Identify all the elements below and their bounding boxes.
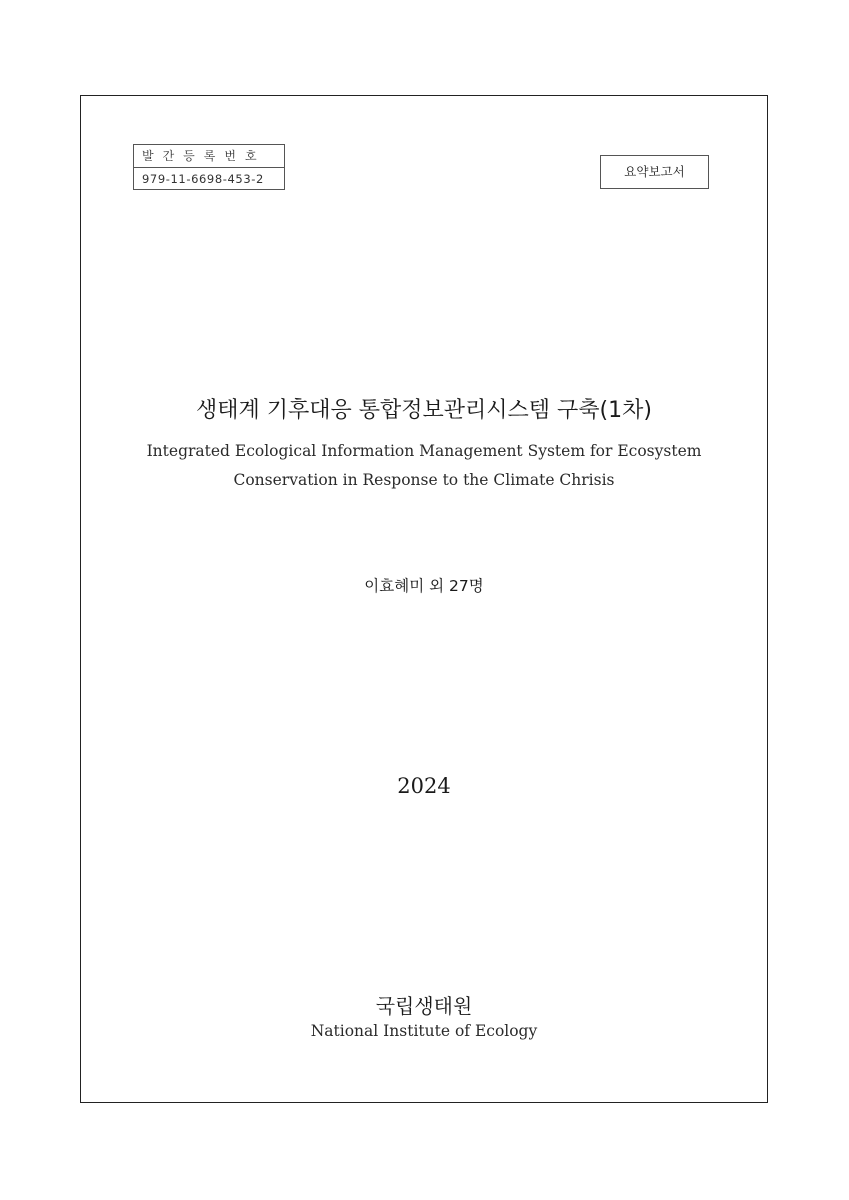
registration-box — [133, 144, 285, 190]
title-english-line-2: Conservation in Response to the Climate Chrisis — [233, 471, 615, 489]
registration-number: 979-11-6698-453-2 — [134, 167, 284, 189]
author: 이효혜미 외 27명 — [364, 577, 484, 595]
page-border — [80, 95, 768, 1103]
title-english — [80, 437, 768, 495]
title-korean: 생태계 기후대응 통합정보관리시스템 구축(1차) — [196, 398, 652, 423]
publisher-korean: 국립생태원 — [375, 994, 473, 1018]
report-type-badge: 요약보고서 — [600, 155, 709, 189]
publisher-english: National Institute of Ecology — [310, 1022, 538, 1040]
registration-label: 발간등록번호 — [142, 149, 266, 163]
publication-year: 2024 — [397, 774, 451, 798]
title-english-line-1: Integrated Ecological Information Management System for Ecosystem — [146, 442, 702, 460]
